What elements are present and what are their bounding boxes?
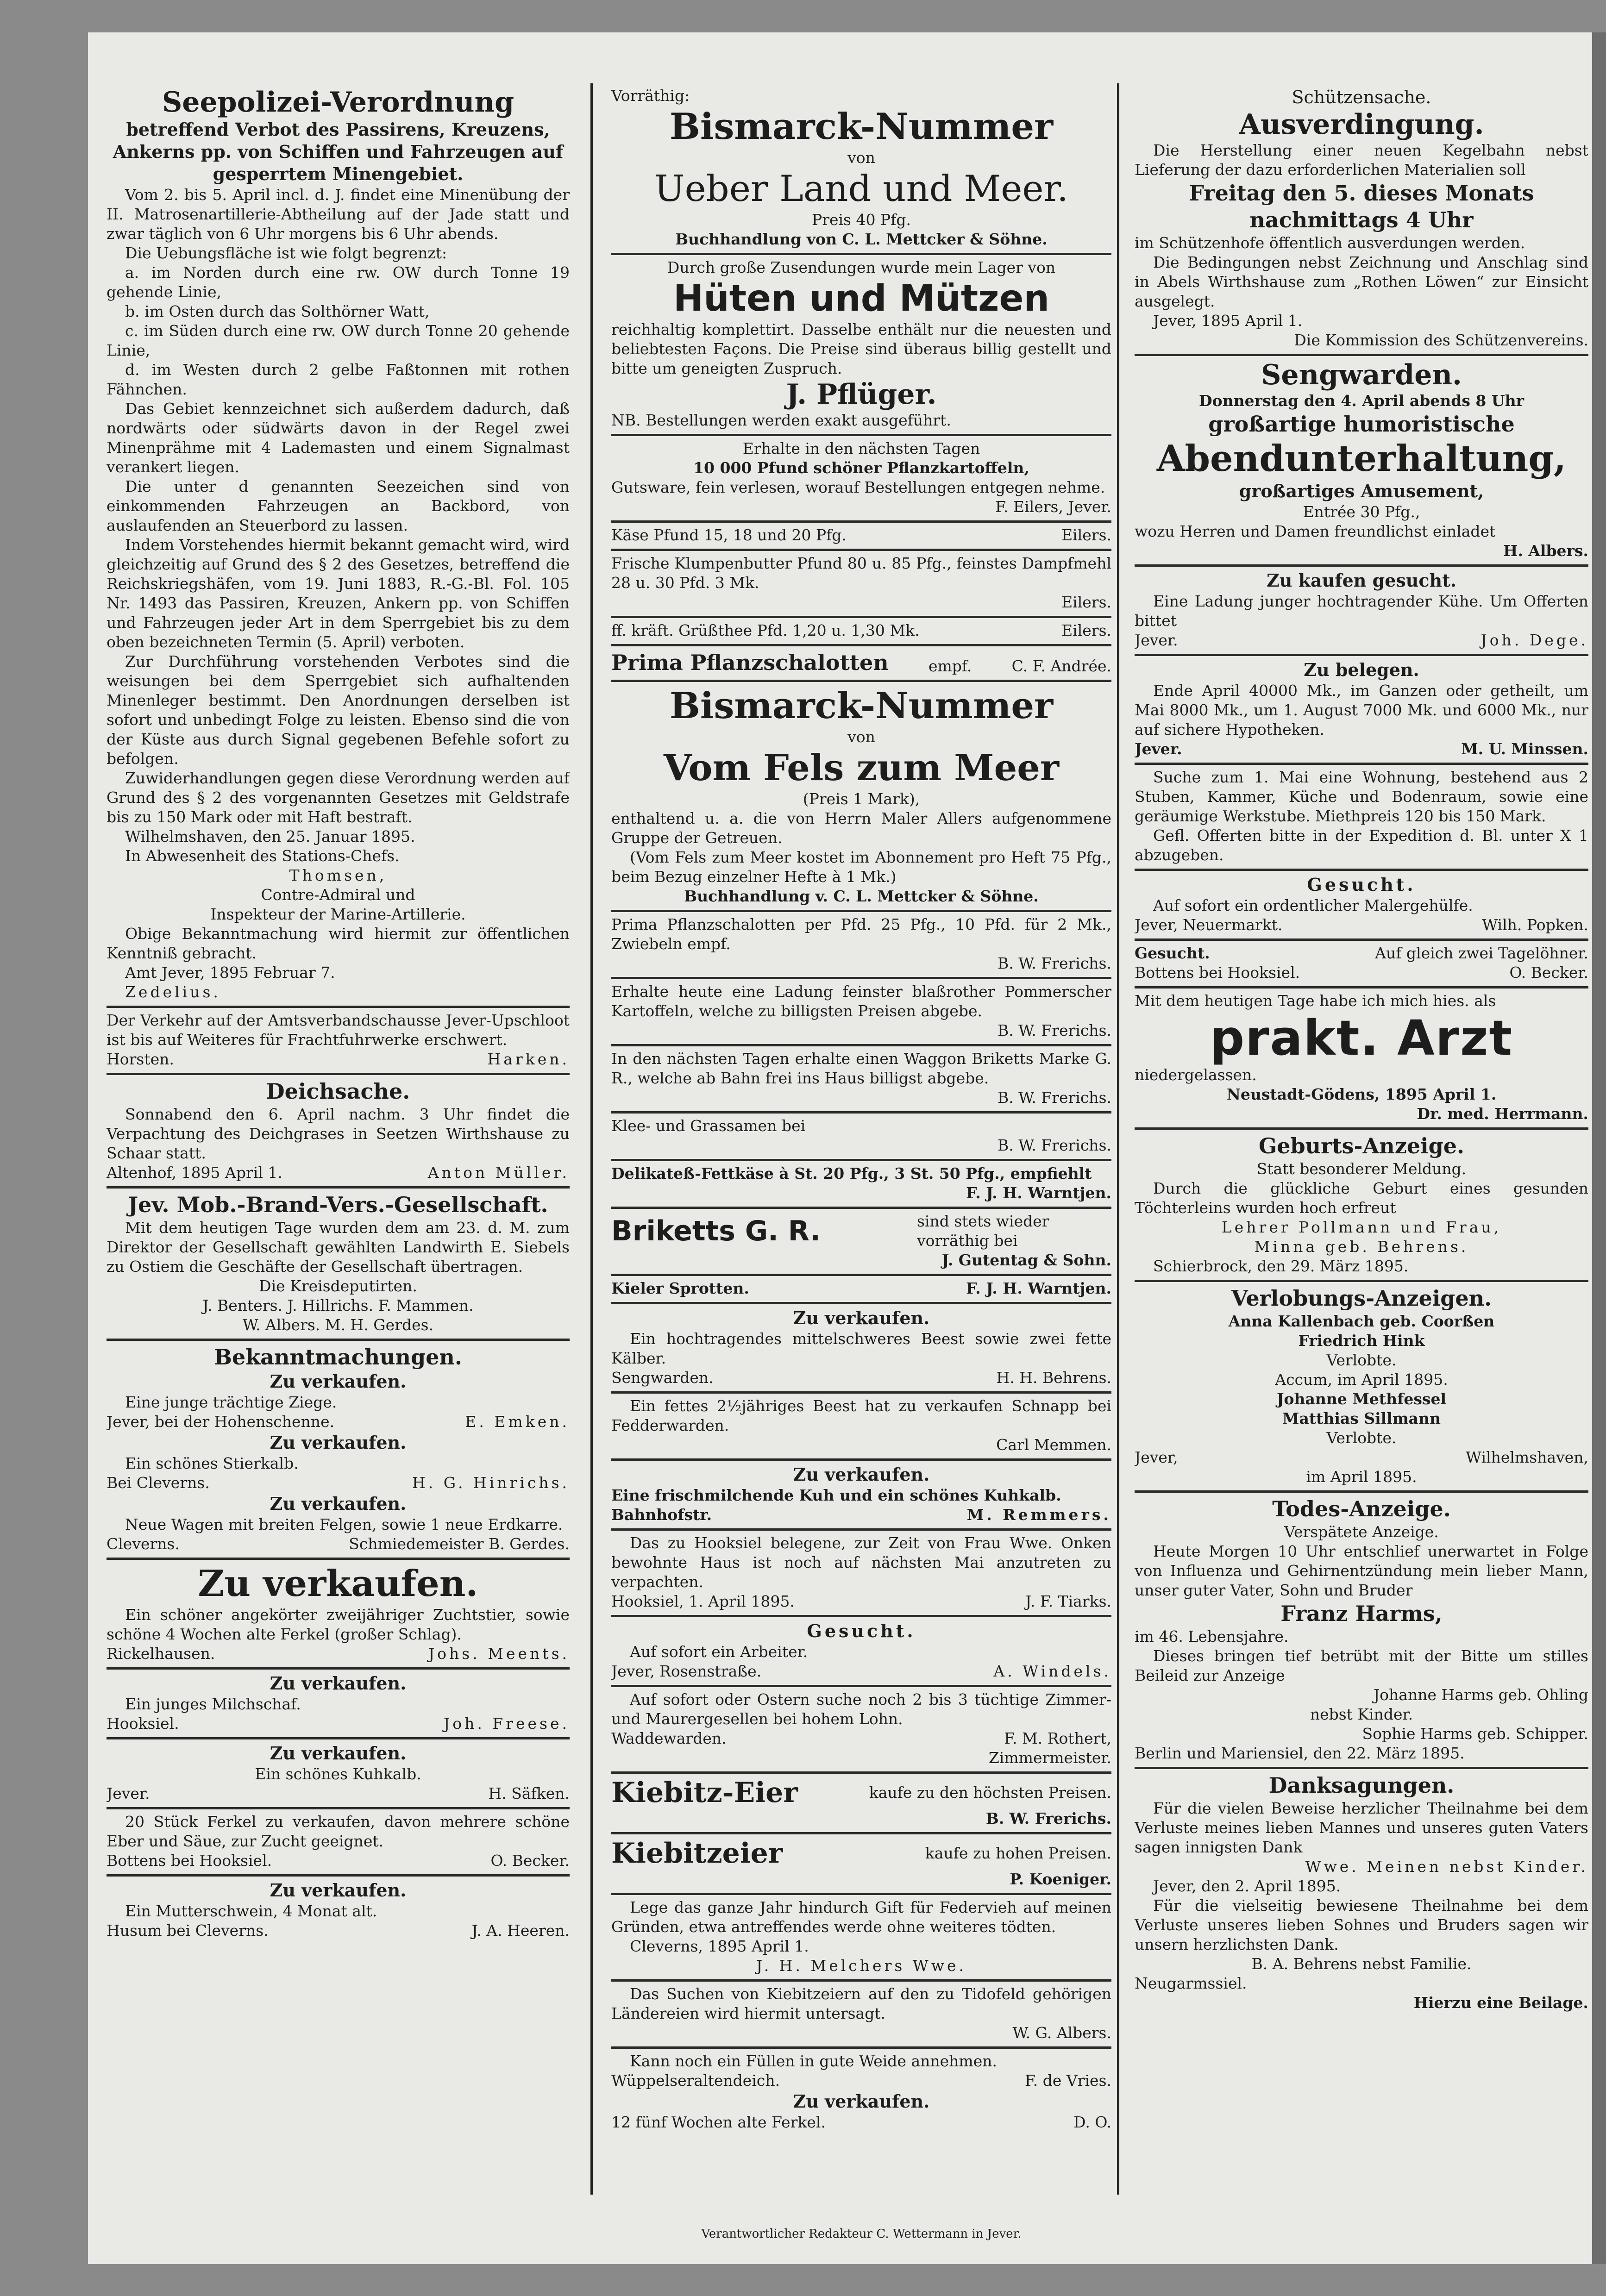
signature: F. Eilers, Jever. xyxy=(995,498,1111,516)
paragraph: Eine Ladung junger hochtragender Kühe. Um Offerten bittet xyxy=(1135,592,1588,630)
paragraph: Käse Pfund 15, 18 und 20 Pfg. xyxy=(611,526,847,544)
ad-deichsache xyxy=(107,1075,570,1189)
paragraph: Ein junges Milchschaf. xyxy=(125,1695,301,1713)
ad-fettkaese xyxy=(611,1161,1111,1209)
paragraph: Vom 2. bis 5. April incl. d. J. findet eine Minenübung der II. Matrosenartillerie-Abtheilung auf der Jade statt und zwar täglich von 6 Uhr morgens bis 6 Uhr abends. xyxy=(107,186,570,243)
pre-text: großartige humoristische xyxy=(1208,412,1515,437)
ad-tageloehner xyxy=(1135,941,1588,988)
place: Cleverns. xyxy=(107,1535,180,1553)
paragraph: Auf sofort ein Arbeiter. xyxy=(630,1643,808,1661)
signature: F. de Vries. xyxy=(1025,2071,1111,2090)
signature: W. G. Albers. xyxy=(1012,2024,1111,2042)
date-line: Amt Jever, 1895 Februar 7. xyxy=(125,963,335,982)
ad-bismarck-ueber-land xyxy=(611,83,1111,255)
ad-malergehuelfe xyxy=(1135,871,1588,941)
ad-frerichs-kartoffeln xyxy=(611,979,1111,1046)
paragraph: (Vom Fels zum Meer kostet im Abonnement pro Heft 75 Pfg., beim Bezug einzelner Hefte à 1 Mk.) xyxy=(611,848,1111,886)
paragraph: Gutsware, fein verlesen, worauf Bestellungen entgegen nehme. xyxy=(611,478,1105,496)
headline: Bekanntmachungen. xyxy=(214,1345,462,1370)
signature: J. F. Tiarks. xyxy=(1025,1592,1111,1610)
ad-briketts xyxy=(611,1209,1111,1276)
connector: von xyxy=(847,149,875,167)
headline: Bismarck-Nummer xyxy=(669,106,1054,148)
paragraph: niedergelassen. xyxy=(1135,1066,1257,1084)
paragraph: Mit dem heutigen Tage wurden dem am 23. d. M. zum Direktor der Gesellschaft gewählten Landwirth E. Siebels zu Ostiem die Geschäfte der Gesellschaft übertragen. xyxy=(107,1219,570,1276)
name: Johanne Methfessel xyxy=(1276,1390,1447,1408)
paragraph: Ein Mutterschwein, 4 Monat alt. xyxy=(125,1902,377,1920)
signature: Anton Müller. xyxy=(427,1164,570,1182)
ad-beest-kaelber xyxy=(611,1304,1111,1394)
place: Waddewarden. xyxy=(611,1729,727,1747)
date-line: Berlin und Mariensiel, den 22. März 1895. xyxy=(1135,1744,1465,1762)
signature: Eilers. xyxy=(1061,526,1111,544)
column-divider xyxy=(590,83,593,2195)
signature-rank: Inspekteur der Marine-Artillerie. xyxy=(210,905,466,923)
ad-kiebitz-eier xyxy=(611,1774,1111,1834)
paragraph: Heute Morgen 10 Uhr entschlief unerwartet in Folge von Influenza und Gehirnentzündung mein lieber Mann, unser guter Vater, Sohn und Bruder xyxy=(1135,1542,1588,1599)
paragraph: sind stets wieder vorräthig bei xyxy=(917,1212,1049,1250)
headline: Gesucht. xyxy=(1307,874,1416,895)
ad-haus-verpachten xyxy=(611,1531,1111,1617)
paragraph: Ein schönes Kuhkalb. xyxy=(255,1765,421,1783)
paragraph: a. im Norden durch eine rw. OW durch Tonne 19 gehende Linie, xyxy=(107,263,570,301)
paragraph: Indem Vorstehendes hiermit bekannt gemacht wird, wird gleichzeitig auf Grund des § 2 des Gesetzes, betreffend die Reichskriegshäfen, vom 19. Juni 1883, R.-G.-Bl. Fol. 105 Nr. 1493 das Passiren, Kreuzen, Ankern pp. von Schiffen und Fahrzeugen jeder Art in dem Sperrgebiet bis zu dem oben bezeichneten Termin (5. April) verboten. xyxy=(107,536,570,651)
paragraph: Ein schöner angekörter zweijähriger Zuchtstier, sowie schöne 4 Wochen alte Ferkel (großer Schlag). xyxy=(107,1606,570,1643)
headline: Ausverdingung. xyxy=(1239,108,1484,141)
ad-frerichs-klee xyxy=(611,1114,1111,1161)
headline: 10 000 Pfund schöner Pflanzkartoffeln, xyxy=(693,459,1029,477)
firm: Buchhandlung von C. L. Mettcker & Söhne. xyxy=(675,230,1048,248)
signature: Minna geb. Behrens. xyxy=(1254,1238,1469,1256)
signature: M. Remmers. xyxy=(966,1506,1111,1524)
paragraph: enthaltend u. a. die von Herrn Maler Allers aufgenommene Gruppe der Getreuen. xyxy=(611,809,1111,847)
footer-editor: Verantwortlicher Redakteur C. Wettermann in Jever. xyxy=(701,2227,1022,2241)
paragraph: Suche zum 1. Mai eine Wohnung, bestehend aus 2 Stuben, Kammer, Küche und Bodenraum, sowie eine geräumige Werkstube. Miethpreis 120 bis 150 Mark. xyxy=(1135,768,1588,825)
ad-kuhkalb xyxy=(107,1739,570,1809)
headline: Prima Pflanzschalotten xyxy=(611,650,889,675)
paragraph: Ein hochtragendes mittelschweres Beest sowie zwei fette Kälber. xyxy=(611,1330,1111,1367)
headline: Briketts G. R. xyxy=(611,1215,821,1247)
ad-seepolizei xyxy=(107,83,570,1008)
signature: Zedelius. xyxy=(125,983,221,1001)
headline: Todes-Anzeige. xyxy=(1272,1496,1451,1521)
ad-danksagungen xyxy=(1135,1769,1588,2016)
beilage-note: Hierzu eine Beilage. xyxy=(1413,1994,1588,2012)
paragraph: In Abwesenheit des Stations-Chefs. xyxy=(125,847,400,865)
paragraph: Delikateß-Fettkäse à St. 20 Pfg., 3 St. 50 Pfg., empfiehlt xyxy=(611,1164,1092,1182)
headline: Verlobungs-Anzeigen. xyxy=(1231,1286,1492,1311)
paragraph: Die Bedingungen nebst Zeichnung und Anschlag sind in Abels Wirthshause zum „Rothen Löwen“ zur Einsicht ausgelegt. xyxy=(1135,253,1588,310)
ad-arbeiter-gesucht xyxy=(611,1617,1111,1687)
paragraph: 20 Stück Ferkel zu verkaufen, davon mehrere schöne Eber und Säue, zur Zucht geeignet. xyxy=(107,1813,570,1850)
name: Friedrich Hink xyxy=(1298,1332,1425,1350)
signature: O. Becker. xyxy=(1509,963,1588,982)
headline: Gesucht. xyxy=(807,1620,916,1641)
place: Jever, bei der Hohenschenne. xyxy=(107,1413,335,1431)
paragraph: wozu Herren und Damen freundlichst einladet xyxy=(1135,522,1496,540)
paragraph: b. im Osten durch das Solthörner Watt, xyxy=(125,302,430,320)
signature: Thomsen, xyxy=(289,866,387,884)
paragraph: Erhalte heute eine Ladung feinster blaßrother Pommerscher Kartoffeln, welche zu billigsten Preisen abgebe. xyxy=(611,982,1111,1020)
ad-mutterschwein xyxy=(107,1877,570,1944)
note: Verlobte. xyxy=(1326,1429,1397,1447)
headline: Zu belegen. xyxy=(1304,659,1419,680)
paragraph: Der Verkehr auf der Amtsverbandschausse Jever-Upschloot ist bis auf Weiteres für Frachtfuhrwerke erschwert. xyxy=(107,1011,570,1049)
signature: Eilers. xyxy=(1061,621,1111,639)
paragraph: Das Suchen von Kiebitzeiern auf den zu Tidofeld gehörigen Ländereien wird hiermit untersagt. xyxy=(611,1985,1111,2022)
headline: Bismarck-Nummer xyxy=(669,685,1054,727)
headline: prakt. Arzt xyxy=(1210,1010,1513,1066)
headline: Zu verkaufen. xyxy=(270,1880,407,1901)
signature: H. H. Behrens. xyxy=(996,1369,1111,1387)
paragraph: Dieses bringen tief betrübt mit der Bitte um stilles Beileid zur Anzeige xyxy=(1135,1647,1588,1684)
paragraph: Eine frischmilchende Kuh und ein schönes Kuhkalb. xyxy=(611,1486,1061,1504)
ad-zu-belegen xyxy=(1135,656,1588,765)
ad-butter xyxy=(611,551,1111,618)
headline: Schützensache. xyxy=(1292,87,1431,107)
signature: B. W. Frerichs. xyxy=(997,1021,1111,1039)
ad-frerichs-schalotten xyxy=(611,912,1111,979)
date-line: Neustadt-Gödens, 1895 April 1. xyxy=(1226,1085,1497,1103)
signature: H. Albers. xyxy=(1503,542,1588,560)
paragraph: Das zu Hooksiel belegene, zur Zeit von Frau Wwe. Onken bewohnte Haus ist noch auf nächsten Mai anzutreten zu verpachten. xyxy=(611,1534,1111,1591)
signature-names: J. Benters. J. Hillrichs. F. Mammen. xyxy=(202,1296,474,1314)
signature: Joh. Dege. xyxy=(1481,631,1588,649)
signature: J. Gutentag & Sohn. xyxy=(941,1251,1111,1269)
ad-verlobung xyxy=(1135,1282,1588,1493)
place: Horsten. xyxy=(107,1050,174,1068)
headline: Seepolizei-Verordnung xyxy=(162,86,514,119)
place: Rickelhausen. xyxy=(107,1645,215,1663)
ad-gesellen xyxy=(611,1687,1111,1774)
signature: O. Becker. xyxy=(490,1852,570,1870)
ad-zu-verkaufen-stier xyxy=(107,1560,570,1670)
paragraph: c. im Süden durch eine rw. OW durch Tonne 20 gehende Linie, xyxy=(107,322,570,359)
signature: E. Emken. xyxy=(465,1413,570,1431)
signature: J. A. Heeren. xyxy=(471,1921,570,1939)
page-spine xyxy=(1592,32,1606,2264)
subheadline: Zu verkaufen. xyxy=(270,1432,407,1453)
headline: Zu verkaufen. xyxy=(793,1308,930,1328)
paragraph: Für die vielseitig bewiesene Theilnahme bei dem Verluste unseres lieben Sohnes und Bruders sagen wir unsern herzlichsten Dank. xyxy=(1135,1896,1588,1953)
ad-hueten-muetzen xyxy=(611,255,1111,436)
signature: C. F. Andrée. xyxy=(1011,657,1111,675)
paragraph: Lege das ganze Jahr hindurch Gift für Federvieh auf meinen Gründen, etwa antreffendes werde ohne weiteres tödten. xyxy=(611,1898,1111,1936)
place: Wüppelseraltendeich. xyxy=(611,2071,780,2090)
paragraph: kaufe zu den höchsten Preisen. xyxy=(869,1783,1111,1802)
signature: B. W. Frerichs. xyxy=(997,1089,1111,1107)
place: Bahnhofstr. xyxy=(611,1506,712,1524)
name: Anna Kallenbach geb. Coorßen xyxy=(1228,1312,1495,1330)
date-line: Wilhelmshaven, den 25. Januar 1895. xyxy=(125,827,415,845)
price: Entrée 30 Pfg., xyxy=(1303,503,1420,521)
place: Jever. xyxy=(1135,631,1178,649)
signature: Carl Memmen. xyxy=(996,1436,1111,1454)
paragraph: Die unter d genannten Seezeichen sind von einkommenden Fahrzeugen an Backbord, von auslaufenden an Steuerbord zu lassen. xyxy=(107,477,570,534)
place: Wilhelmshaven, xyxy=(1466,1448,1588,1466)
place: Neugarmssiel. xyxy=(1135,1974,1247,1992)
paragraph: Frische Klumpenbutter Pfund 80 u. 85 Pfg., feinstes Dampfmehl 28 u. 30 Pfd. 3 Mk. xyxy=(611,554,1111,592)
place: Jever. xyxy=(107,1784,150,1802)
pre-text: Vorräthig: xyxy=(611,87,690,105)
paragraph: Kieler Sprotten. xyxy=(611,1279,749,1297)
signature-rank: Contre-Admiral und xyxy=(261,886,415,904)
paragraph: Auf sofort ein ordentlicher Malergehülfe. xyxy=(1153,896,1473,914)
headline: Zu verkaufen. xyxy=(270,1673,407,1694)
paragraph: Obige Bekanntmachung wird hiermit zur öffentlichen Kenntniß gebracht. xyxy=(107,925,570,962)
headline: Danksagungen. xyxy=(1268,1773,1455,1798)
place: Husum bei Cleverns. xyxy=(107,1921,269,1939)
date-line: Schierbrock, den 29. März 1895. xyxy=(1153,1257,1409,1275)
note: Verlobte. xyxy=(1326,1351,1397,1369)
paragraph: Zuwiderhandlungen gegen diese Verordnung werden auf Grund des § 2 des vorgenannten Gesetzes mit Geldstrafe bis zu 150 Mark oder mit Haft bestraft. xyxy=(107,769,570,826)
ad-sprotten xyxy=(611,1276,1111,1304)
ad-geburt xyxy=(1135,1130,1588,1282)
subheadline: betreffend Verbot des Passirens, Kreuzens, Ankerns pp. von Schiffen und Fahrzeugen auf gesperrtem Minengebiet. xyxy=(113,119,564,184)
signature: Wilh. Popken. xyxy=(1482,916,1588,934)
signature: B. W. Frerichs. xyxy=(985,1809,1111,1827)
paragraph: Die Herstellung einer neuen Kegelbahn nebst Lieferung der dazu erforderlichen Materialien soll xyxy=(1135,141,1588,179)
ad-ferkel xyxy=(107,1809,570,1877)
signature: P. Koeniger. xyxy=(1010,1870,1111,1888)
signature: B. W. Frerichs. xyxy=(997,1136,1111,1154)
signature: Lehrer Pollmann und Frau, xyxy=(1221,1218,1502,1236)
signature: A. Windels. xyxy=(993,1662,1111,1680)
signature: F. J. H. Warntjen. xyxy=(966,1184,1111,1202)
date-line: Donnerstag den 4. April abends 8 Uhr xyxy=(1198,392,1524,410)
column-left xyxy=(107,83,570,2236)
column-right xyxy=(1135,83,1588,2236)
place: Hooksiel. xyxy=(107,1714,179,1733)
signature: M. U. Minssen. xyxy=(1461,740,1588,758)
name: Franz Harms, xyxy=(1280,1601,1443,1626)
headline: Zu kaufen gesucht. xyxy=(1267,570,1456,591)
signature: F. M. Rothert, xyxy=(1004,1729,1111,1747)
headline: Gesucht. xyxy=(1135,944,1210,962)
signature: F. J. H. Warntjen. xyxy=(966,1279,1111,1297)
date-line: Freitag den 5. dieses Monats xyxy=(1189,181,1534,206)
price: Preis 40 Pfg. xyxy=(811,211,911,229)
signature: Die Kreisdeputirten. xyxy=(259,1277,417,1295)
ad-gruethee xyxy=(611,618,1111,646)
signature: D. O. xyxy=(1073,2113,1111,2131)
ad-zu-kaufen xyxy=(1135,567,1588,656)
headline: Kiebitzeier xyxy=(611,1837,783,1870)
ad-verkehr xyxy=(107,1008,570,1075)
ad-wohnung xyxy=(1135,765,1588,871)
name: Matthias Sillmann xyxy=(1282,1409,1441,1427)
date-line: Cleverns, 1895 April 1. xyxy=(630,1937,809,1955)
price: (Preis 1 Mark), xyxy=(803,790,920,808)
paragraph: Gefl. Offerten bitte in der Expedition d. Bl. unter X 1 abzugeben. xyxy=(1135,826,1588,864)
headline: Sengwarden. xyxy=(1261,359,1462,391)
connector: von xyxy=(847,728,875,746)
signature: Harken. xyxy=(487,1050,570,1068)
column-middle xyxy=(611,83,1111,2236)
paragraph: Die Uebungsfläche ist wie folgt begrenzt: xyxy=(125,244,447,262)
paragraph: im 46. Lebensjahre. xyxy=(1135,1627,1289,1645)
date-line: Accum, im April 1895. xyxy=(1275,1370,1448,1389)
signature: H. Säfken. xyxy=(488,1784,570,1802)
ad-fettes-beest xyxy=(611,1394,1111,1461)
signature: Schmiedemeister B. Gerdes. xyxy=(349,1535,570,1553)
place: Jever, xyxy=(1135,1448,1178,1466)
place: Jever, Neuermarkt. xyxy=(1135,916,1283,934)
paragraph: Ein schönes Stierkalb. xyxy=(125,1454,299,1472)
ad-todesanzeige xyxy=(1135,1493,1588,1769)
paragraph: In den nächsten Tagen erhalte einen Waggon Briketts Marke G. R., welche ab Bahn frei ins Haus billigst abgebe. xyxy=(611,1050,1111,1087)
ad-kaese xyxy=(611,523,1111,551)
headline: Ueber Land und Meer. xyxy=(654,168,1069,210)
date-line: Jever, den 2. April 1895. xyxy=(1153,1877,1341,1895)
paragraph: ff. kräft. Grüßthee Pfd. 1,20 u. 1,30 Mk. xyxy=(611,621,920,639)
paragraph: Auf gleich zwei Tagelöhner. xyxy=(1375,944,1588,962)
headline: Vom Fels zum Meer xyxy=(664,747,1059,789)
paragraph: d. im Westen durch 2 gelbe Faßtonnen mit rothen Fähnchen. xyxy=(107,361,570,398)
paragraph: reichhaltig komplettirt. Dasselbe enthält nur die neuesten und beliebtesten Façons. Die Preise sind überaus billig gestellt und bitte um geneigten Zuspruch. xyxy=(611,320,1111,377)
signature: B. W. Frerichs. xyxy=(997,954,1111,972)
signature: Wwe. Meinen nebst Kinder. xyxy=(1305,1858,1588,1876)
column-divider xyxy=(1117,83,1119,2195)
ad-gift xyxy=(611,1895,1111,1982)
ad-sengwarden xyxy=(1135,356,1588,567)
paragraph: Klee- und Grassamen bei xyxy=(611,1117,806,1135)
subheadline: Statt besonderer Meldung. xyxy=(1256,1160,1467,1178)
signature: H. G. Hinrichs. xyxy=(412,1474,570,1492)
date-line: Altenhof, 1895 April 1. xyxy=(107,1164,282,1182)
pre-text: Mit dem heutigen Tage habe ich mich hies. als xyxy=(1135,992,1496,1010)
ad-milchschaf xyxy=(107,1670,570,1739)
headline: Zu verkaufen. xyxy=(270,1743,407,1764)
time-line: nachmittags 4 Uhr xyxy=(1249,207,1474,232)
ad-schuetzensache xyxy=(1135,83,1588,356)
paragraph: Durch die glückliche Geburt eines gesunden Töchterleins wurden hoch erfreut xyxy=(1135,1179,1588,1217)
subheadline: großartiges Amusement, xyxy=(1239,481,1484,501)
paragraph: Ende April 40000 Mk., im Ganzen oder getheilt, um Mai 8000 Mk., um 1. August 7000 Mk. und 6000 Mk., nur auf sichere Hypotheken. xyxy=(1135,682,1588,738)
signature: B. A. Behrens nebst Familie. xyxy=(1251,1955,1472,1973)
paragraph: kaufe zu hohen Preisen. xyxy=(925,1844,1111,1862)
paragraph: Auf sofort oder Ostern suche noch 2 bis 3 tüchtige Zimmer- und Maurergesellen bei hohem Lohn. xyxy=(611,1690,1111,1728)
paragraph: Sonnabend den 6. April nachm. 3 Uhr findet die Verpachtung des Deichgrases in Seetzen Wirthshause zu Schaar statt. xyxy=(107,1105,570,1162)
headline: Abendunterhaltung, xyxy=(1156,438,1567,480)
signature: Eilers. xyxy=(1061,593,1111,611)
signature: Dr. med. Herrmann. xyxy=(1417,1105,1588,1123)
ad-brandversicherung xyxy=(107,1189,570,1341)
headline: Jev. Mob.-Brand-Vers.-Gesellschaft. xyxy=(128,1192,548,1217)
ad-frerichs-briketts xyxy=(611,1046,1111,1114)
subheadline: Verspätete Anzeige. xyxy=(1284,1523,1439,1541)
place: Bei Cleverns. xyxy=(107,1474,210,1492)
paragraph: Eine junge trächtige Ziege. xyxy=(125,1393,337,1411)
place: Jever, Rosenstraße. xyxy=(611,1662,762,1680)
signature: Joh. Freese. xyxy=(443,1714,570,1733)
signature: Sophie Harms geb. Schipper. xyxy=(1362,1725,1588,1743)
signature: J. Pflüger. xyxy=(786,378,937,411)
signature: J. H. Melchers Wwe. xyxy=(756,1957,966,1975)
note: NB. Bestellungen werden exakt ausgeführt. xyxy=(611,411,951,429)
date-line: im April 1895. xyxy=(1306,1468,1417,1486)
headline: Geburts-Anzeige. xyxy=(1258,1133,1465,1158)
signature: Johanne Harms geb. Ohling xyxy=(1373,1686,1588,1704)
place: Bottens bei Hooksiel. xyxy=(1135,963,1300,982)
signature-rank: Zimmermeister. xyxy=(988,1749,1111,1767)
pre-text: Durch große Zusendungen wurde mein Lager von xyxy=(667,258,1056,276)
headline: Zu verkaufen. xyxy=(198,1563,478,1605)
firm: Buchhandlung v. C. L. Mettcker & Söhne. xyxy=(684,887,1039,905)
date-line: Jever, 1895 April 1. xyxy=(1153,312,1303,330)
paragraph: 12 fünf Wochen alte Ferkel. xyxy=(611,2113,826,2131)
note: empf. xyxy=(928,657,972,675)
pre-text: Erhalte in den nächsten Tagen xyxy=(742,439,980,457)
headline: Kiebitz-Eier xyxy=(611,1777,798,1809)
ad-pflanzkartoffeln xyxy=(611,436,1111,523)
paragraph: Zur Durchführung vorstehenden Verbotes sind die weisungen bei dem Sperrgebiet sich aufhaltenden Minenleger bestimmt. Den Anordnungen derselben ist sofort und unbedingt Folge zu leisten. Ebenso sind die von der Küste aus durch Signal gegebenen Befehle sofort zu befolgen. xyxy=(107,652,570,768)
place: Sengwarden. xyxy=(611,1369,714,1387)
ad-bekanntmachungen xyxy=(107,1341,570,1560)
paragraph: im Schützenhofe öffentlich ausverdungen werden. xyxy=(1135,234,1525,252)
headline: Zu verkaufen. xyxy=(793,1464,930,1485)
paragraph: Neue Wagen mit breiten Felgen, sowie 1 neue Erdkarre. xyxy=(125,1515,563,1533)
headline: Deichsache. xyxy=(266,1079,410,1104)
signature: Die Kommission des Schützenvereins. xyxy=(1294,331,1588,349)
date-line: Hooksiel, 1. April 1895. xyxy=(611,1592,795,1610)
headline: Hüten und Mützen xyxy=(673,278,1049,319)
signature-names: W. Albers. M. H. Gerdes. xyxy=(242,1316,434,1334)
paragraph: Prima Pflanzschalotten per Pfd. 25 Pfg., 10 Pfd. für 2 Mk., Zwiebeln empf. xyxy=(611,915,1111,953)
signature: nebst Kinder. xyxy=(1310,1705,1413,1723)
ad-kiebitzeier xyxy=(611,1834,1111,1895)
signature: Johs. Meents. xyxy=(428,1645,570,1663)
paragraph: Kann noch ein Füllen in gute Weide annehmen. xyxy=(630,2052,997,2070)
ad-bismarck-vom-fels xyxy=(611,682,1111,912)
subheadline: Zu verkaufen. xyxy=(270,1371,407,1392)
ad-kiebitz-verbot xyxy=(611,1982,1111,2049)
paragraph: Ein fettes 2½jähriges Beest hat zu verkaufen Schnapp bei Fedderwarden. xyxy=(611,1397,1111,1434)
ad-fuellen xyxy=(611,2049,1111,2136)
ad-prakt-arzt xyxy=(1135,988,1588,1130)
paragraph: Für die vielen Beweise herzlicher Theilnahme bei dem Verluste meines lieben Mannes und unseres guten Vaters sagen innigsten Dank xyxy=(1135,1799,1588,1856)
ad-pflanzschalotten xyxy=(611,646,1111,682)
paragraph: Das Gebiet kennzeichnet sich außerdem dadurch, daß nordwärts oder südwärts davon in der Regel zwei Minenprähme mit 4 Lademasten und einem Signalmast verankert liegen. xyxy=(107,400,570,476)
ad-kuh-kuhkalb xyxy=(611,1461,1111,1531)
headline: Zu verkaufen. xyxy=(793,2091,930,2112)
subheadline: Zu verkaufen. xyxy=(270,1493,407,1514)
place: Bottens bei Hooksiel. xyxy=(107,1852,272,1870)
newspaper-page xyxy=(88,32,1598,2264)
place: Jever. xyxy=(1135,740,1182,758)
